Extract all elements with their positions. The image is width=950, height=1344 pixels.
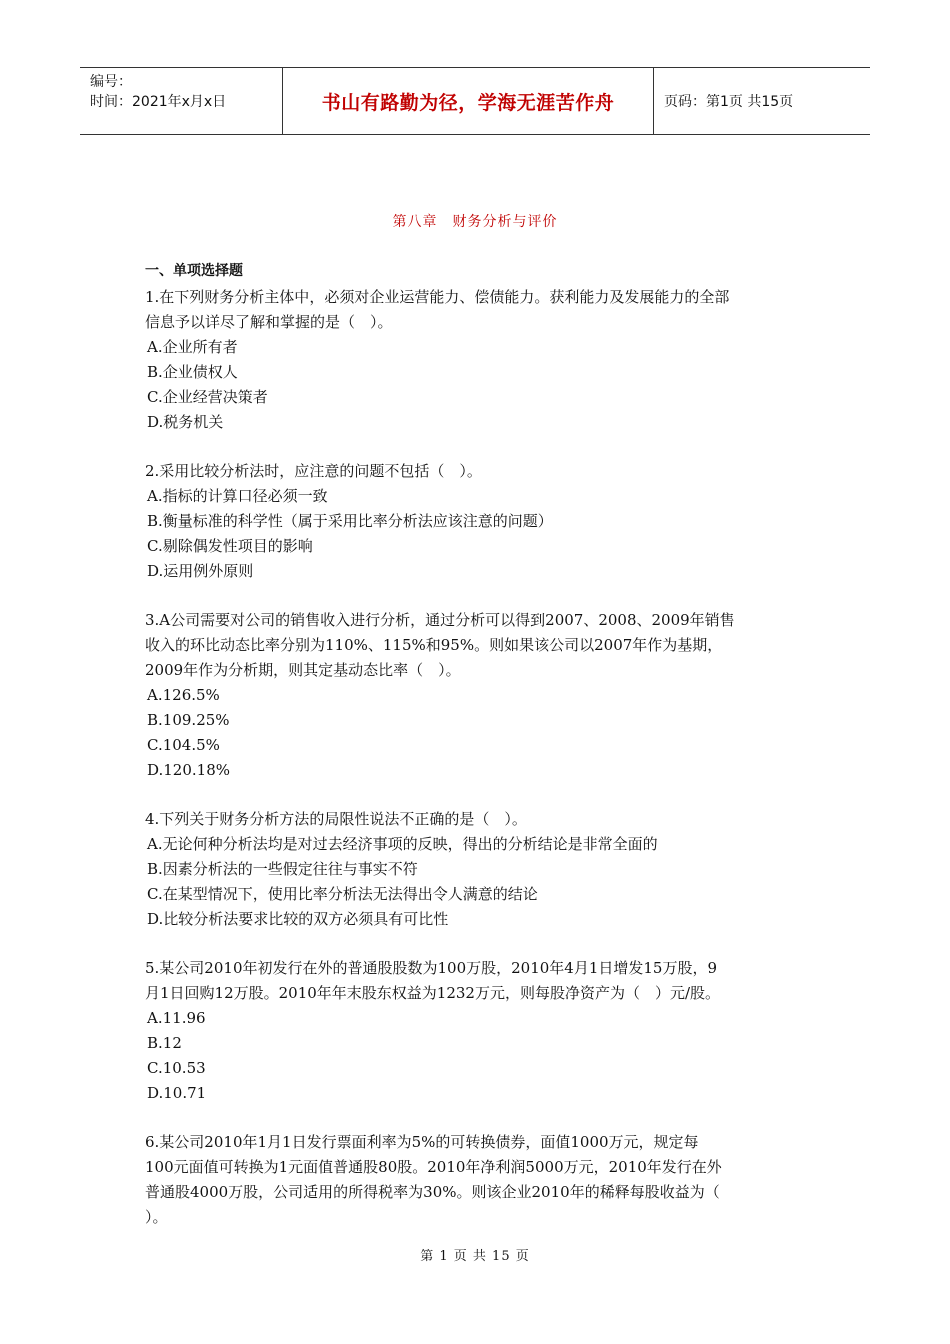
question-text-line: 收入的环比动态比率分别为110%、115%和95%。则如果该公司以2007年作为基期， xyxy=(145,636,723,654)
question-text-line: 2009年作为分析期，则其定基动态比率（ ）。 xyxy=(145,661,461,679)
answer-option: A.11.96 xyxy=(147,1009,206,1027)
time-label: 时间：2021年x月x日 xyxy=(90,94,227,110)
answer-option: A.126.5% xyxy=(147,686,220,704)
header-meta xyxy=(80,68,282,134)
answer-option: C.剔除偶发性项目的影响 xyxy=(147,537,313,555)
question-text-line: ）。 xyxy=(145,1208,168,1226)
answer-option: B.12 xyxy=(147,1034,182,1052)
question-text-line: 5.某公司2010年初发行在外的普通股股数为100万股，2010年4月1日增发15万股，9 xyxy=(145,959,718,977)
answer-option: D.运用例外原则 xyxy=(147,562,254,580)
question-text-line: 6.某公司2010年1月1日发行票面利率为5%的可转换债券，面值1000万元，规定每 xyxy=(145,1133,699,1151)
question-item xyxy=(145,459,815,584)
answer-option: B.因素分析法的一些假定往往与事实不符 xyxy=(147,860,418,878)
question-list xyxy=(145,285,815,1230)
chapter-title: 第八章 财务分析与评价 xyxy=(392,214,558,230)
header-motto-cell xyxy=(282,68,654,134)
header-page-cell xyxy=(654,68,870,134)
answer-option: A.企业所有者 xyxy=(147,338,238,356)
question-item xyxy=(145,285,815,435)
answer-option: B.企业债权人 xyxy=(147,363,238,381)
question-text-line: 月1日回购12万股。2010年年末股东权益为1232万元，则每股净资产为（ ）元/股。 xyxy=(145,984,721,1002)
answer-option: C.企业经营决策者 xyxy=(147,388,268,406)
question-item xyxy=(145,956,815,1106)
document-body xyxy=(145,260,815,1254)
question-text-line: 4.下列关于财务分析方法的局限性说法不正确的是（ ）。 xyxy=(145,810,527,828)
page-label: 页码：第1页 共15页 xyxy=(664,94,794,110)
question-text-line: 普通股4000万股，公司适用的所得税率为30%。则该企业2010年的稀释每股收益为（ xyxy=(145,1183,720,1201)
question-text-line: 2.采用比较分析法时，应注意的问题不包括（ ）。 xyxy=(145,462,482,480)
question-item xyxy=(145,608,815,783)
question-text-line: 1.在下列财务分析主体中，必须对企业运营能力、偿债能力。获利能力及发展能力的全部 xyxy=(145,288,730,306)
question-item xyxy=(145,807,815,932)
page-footer: 第 1 页 共 15 页 xyxy=(420,1249,530,1264)
header-motto: 书山有路勤为径，学海无涯苦作舟 xyxy=(321,91,615,114)
answer-option: D.10.71 xyxy=(147,1084,207,1102)
answer-option: A.指标的计算口径必须一致 xyxy=(147,487,328,505)
question-text-line: 3.A公司需要对公司的销售收入进行分析，通过分析可以得到2007、2008、2009年销售 xyxy=(145,611,735,629)
answer-option: D.比较分析法要求比较的双方必须具有可比性 xyxy=(147,910,449,928)
section-title: 一、单项选择题 xyxy=(145,263,243,279)
answer-option: C.104.5% xyxy=(147,736,220,754)
answer-option: B.衡量标准的科学性（属于采用比率分析法应该注意的问题） xyxy=(147,512,553,530)
answer-option: D.税务机关 xyxy=(147,413,224,431)
answer-option: B.109.25% xyxy=(147,711,230,729)
question-text-line: 信息予以详尽了解和掌握的是（ ）。 xyxy=(145,313,393,331)
answer-option: C.在某型情况下，使用比率分析法无法得出令人满意的结论 xyxy=(147,885,538,903)
document-header xyxy=(80,67,870,135)
answer-option: D.120.18% xyxy=(147,761,230,779)
question-text-line: 100元面值可转换为1元面值普通股80股。2010年净利润5000万元，2010年发行在外 xyxy=(145,1158,722,1176)
answer-option: C.10.53 xyxy=(147,1059,206,1077)
question-item xyxy=(145,1130,815,1230)
answer-option: A.无论何种分析法均是对过去经济事项的反映，得出的分析结论是非常全面的 xyxy=(147,835,658,853)
number-label: 编号： xyxy=(90,74,132,90)
